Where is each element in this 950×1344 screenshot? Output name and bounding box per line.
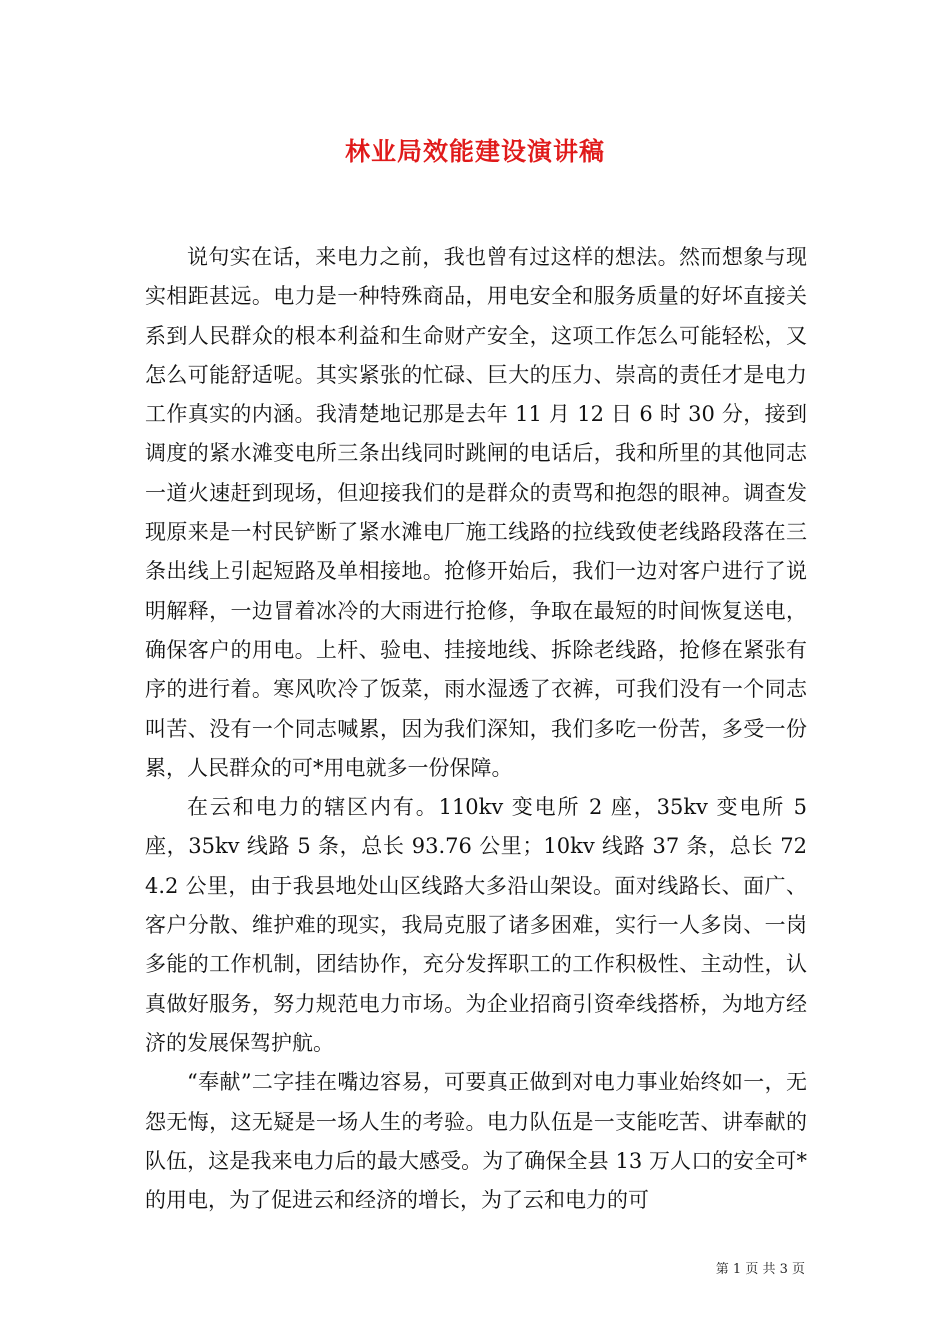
paragraph-1: 说句实在话，来电力之前，我也曾有过这样的想法。然而想象与现实相距甚远。电力是一种特殊商品，用电安全和服务质量的好坏直接关系到人民群众的根本利益和生命财产安全，这项工作怎么可能轻松，又怎么可能舒适呢。其实紧张的忙碌、巨大的压力、崇高的责任才是电力工作真实的内涵。我清楚地记那是去年 11 月 12 日 6 时 30 分，接到调度的紧水滩变电所三条出线同时跳闸的电话后，我和所里的其他同志一道火速赶到现场，但迎接我们的是群众的责骂和抱怨的眼神。调查发现原来是一村民铲断了紧水滩电厂施工线路的拉线致使老线路段落在三条出线上引起短路及单相接地。抢修开始后，我们一边对客户进行了说明解释，一边冒着冰冷的大雨进行抢修，争取在最短的时间恢复送电，确保客户的用电。上杆、验电、挂接地线、拆除老线路，抢修在紧张有序的进行着。寒风吹冷了饭菜，雨水湿透了衣裤，可我们没有一个同志叫苦、没有一个同志喊累，因为我们深知，我们多吃一份苦，多受一份累，人民群众的可*用电就多一份保障。 [145,245,807,780]
paragraph-2: 在云和电力的辖区内有。110kv 变电所 2 座，35kv 变电所 5 座，35kv 线路 5 条，总长 93.76 公里；10kv 线路 37 条，总长 724.2 公里，由于我县地处山区线路大多沿山架设。面对线路长、面广、客户分散、维护难的现实，我局克服了诸多困难，实行一人多岗、一岗多能的工作机制，团结协作，充分发挥职工的工作积极性、主动性，认真做好服务，努力规范电力市场。为企业招商引资牵线搭桥，为地方经济的发展保驾护航。 [145,795,807,1055]
document-title: 林业局效能建设演讲稿 [344,137,605,166]
page-number: 第 1 页 共 3 页 [715,1262,805,1277]
paragraph-3: “奉献”二字挂在嘴边容易，可要真正做到对电力事业始终如一，无怨无悔，这无疑是一场人生的考验。电力队伍是一支能吃苦、讲奉献的队伍，这是我来电力后的最大感受。为了确保全县 13 万人口的安全可*的用电，为了促进云和经济的增长，为了云和电力的可 [145,1070,807,1213]
document-body [145,238,807,1220]
